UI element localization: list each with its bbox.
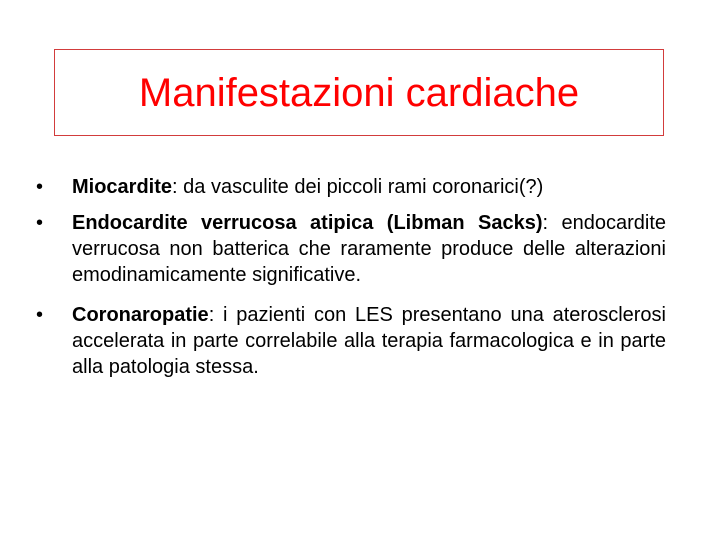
bullet-text: : endocardite verrucosa non batterica che raramente produce delle alterazioni emodinamicamente significative. [72,212,666,286]
slide-title: Manifestazioni cardiache [138,70,580,115]
bullet-term: Miocardite [72,176,173,198]
bullet-text: : da vasculite dei piccoli rami coronarici(?) [172,176,544,198]
bullet-list [36,174,666,390]
bullet-miocardite [36,174,666,200]
bullet-term: Coronaropatie [72,304,209,326]
bullet-endocardite [36,210,666,288]
bullet-term: Endocardite verrucosa atipica (Libman Sacks) [72,212,543,234]
bullet-coronaropatie [36,302,666,380]
bullet-text: : i pazienti con LES presentano una aterosclerosi accelerata in parte correlabile alla terapia farmacologica e in parte alla patologia stessa. [72,304,666,378]
title-box [54,49,664,136]
